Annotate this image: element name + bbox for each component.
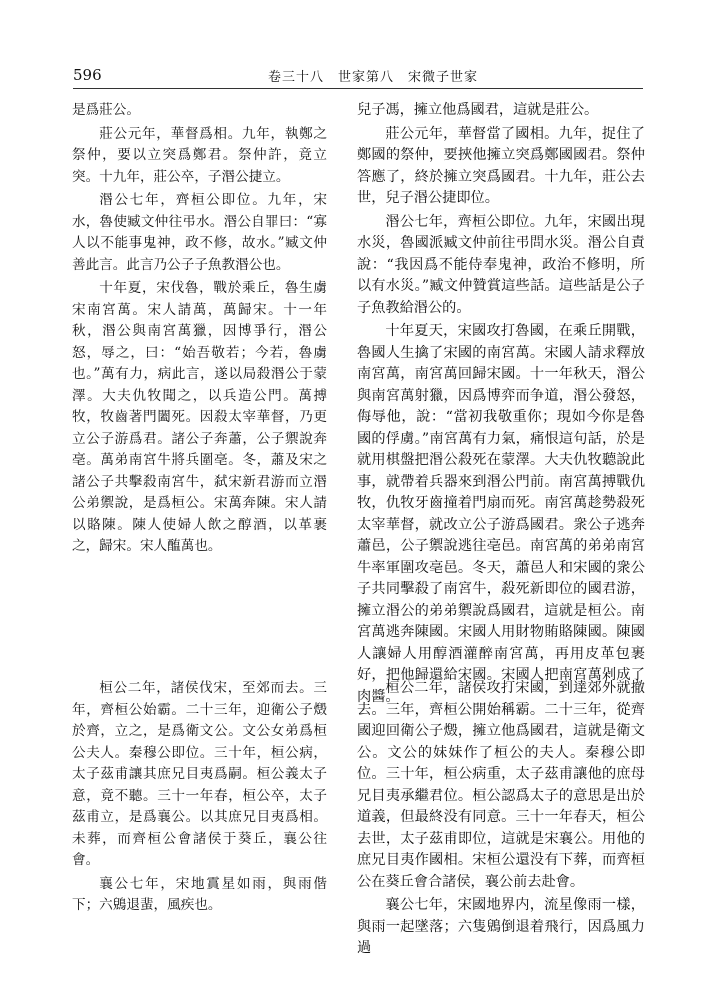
paragraph: 是爲莊公。 <box>72 102 140 118</box>
paragraph: 襄公七年，宋國地界内，流星像雨一樣，與雨一起墜落；六隻鶂倒退着飛行，因爲風力過 <box>357 897 645 956</box>
running-title: 卷三十八 世家第八 宋微子世家 <box>268 70 479 85</box>
paragraph: 襄公七年，宋地霣星如雨，與雨偕下；六鶂退蜚，風疾也。 <box>72 875 327 913</box>
paragraph: 桓公二年，諸侯攻打宋國，到達郊外就撤去。三年，齊桓公開始稱霸。二十三年，從齊國迎回衛公子燬，擁立他爲國君，這就是衛文公。文公的妹妹作了桓公的夫人。秦穆公即位。三十年，桓公病重，太子茲甫讓他的庶母兄目夷承繼君位。桓公認爲太子的意思是出於道義，但最終没有同意。三十一年春天，桓公去世，太子茲甫即位，這就是宋襄公。用他的庶兄目夷作國相。宋桓公還没有下葬，而齊桓公在葵丘會合諸侯，襄公前去赴會。 <box>357 680 645 890</box>
translation-text-bottom <box>357 678 645 962</box>
translation-text-top <box>357 100 645 710</box>
paragraph: 湣公七年，齊桓公即位。九年，宋國出現水災，魯國派臧文仲前往弔問水災。湣公自責說：“我因爲不能侍奉鬼神，政治不修明，所以有水災。”臧文仲贊賞這些話。這些話是公子子魚教給湣公的。 <box>357 213 645 316</box>
paragraph: 十年夏天，宋國攻打魯國，在乘丘開戰，魯國人生擒了宋國的南宮萬。宋國人請求釋放南宮萬，南宮萬回歸宋國。十一年秋天，湣公與南宮萬射獵，因爲博弈而争道，湣公發怒，侮辱他，說：“當初我敬重你；現如今你是魯國的俘虜。”南宮萬有力氣，痛恨這句話，於是就用棋盤把湣公殺死在蒙澤。大夫仇牧聽說此事，就帶着兵器來到湣公門前。南宮萬搏戰仇牧，仇牧牙齒撞着門扇而死。南宮萬趁勢殺死太宰華督，就改立公子游爲國君。衆公子逃奔蕭邑，公子禦說逃往亳邑。南宮萬的弟弟南宮牛率軍圍攻亳邑。冬天，蕭邑人和宋國的衆公子共同擊殺了南宮牛，殺死新即位的國君游，擁立湣公的弟弟禦說爲國君，這就是桓公。南宮萬逃奔陳國。宋國人用財物賄賂陳國。陳國人讓婦人用醇酒灌醉南宮萬，再用皮革包裹好，把他歸還給宋國。宋國人把南宮萬剁成了肉醬。 <box>357 323 645 705</box>
paragraph: 十年夏，宋伐魯，戰於乘丘，魯生虜宋南宮萬。宋人請萬，萬歸宋。十一年秋，湣公與南宮萬獵，因博爭行，湣公怒，辱之，曰：“始吾敬若；今若，魯虜也。”萬有力，病此言，遂以局殺湣公于蒙澤。大夫仇牧聞之，以兵造公門。萬搏牧，牧齒著門闔死。因殺太宰華督，乃更立公子游爲君。諸公子奔蕭，公子禦說奔亳。萬弟南宮牛將兵圍亳。冬，蕭及宋之諸公子共擊殺南宮牛，弑宋新君游而立湣公弟禦說，是爲桓公。宋萬奔陳。宋人請以賂陳。陳人使婦人飲之醇酒，以革裹之，歸宋。宋人醢萬也。 <box>72 280 327 554</box>
paragraph: 湣公七年，齊桓公即位。九年，宋水，魯使臧文仲往弔水。湣公自罪曰：“寡人以不能事鬼神，政不修，故水。”臧文仲善此言。此言乃公子子魚教湣公也。 <box>72 192 327 273</box>
paragraph: 莊公元年，華督當了國相。九年，捉住了鄭國的祭仲，要挾他擁立突爲鄭國國君。祭仲答應了，終於擁立突爲國君。十九年，莊公去世，兒子湣公捷即位。 <box>357 125 645 206</box>
classical-text-bottom <box>72 678 327 919</box>
page-number: 596 <box>73 66 102 84</box>
paragraph: 桓公二年，諸侯伐宋，至郊而去。三年，齊桓公始霸。二十三年，迎衛公子燬於齊，立之，是爲衛文公。文公女弟爲桓公夫人。秦穆公即位。三十年，桓公病，太子茲甫讓其庶兄目夷爲嗣。桓公義太子意，竟不聽。三十一年春，桓公卒，太子茲甫立，是爲襄公。以其庶兄目夷爲相。未葬，而齊桓公會諸侯于葵丘，襄公往會。 <box>72 680 327 868</box>
page-header <box>73 62 643 89</box>
paragraph: 莊公元年，華督爲相。九年，執鄭之祭仲，要以立突爲鄭君。祭仲許，竟立突。十九年，莊公卒，子湣公捷立。 <box>72 125 327 185</box>
paragraph: 兒子馮，擁立他爲國君，這就是莊公。 <box>357 102 599 118</box>
classical-text-top <box>72 100 327 560</box>
